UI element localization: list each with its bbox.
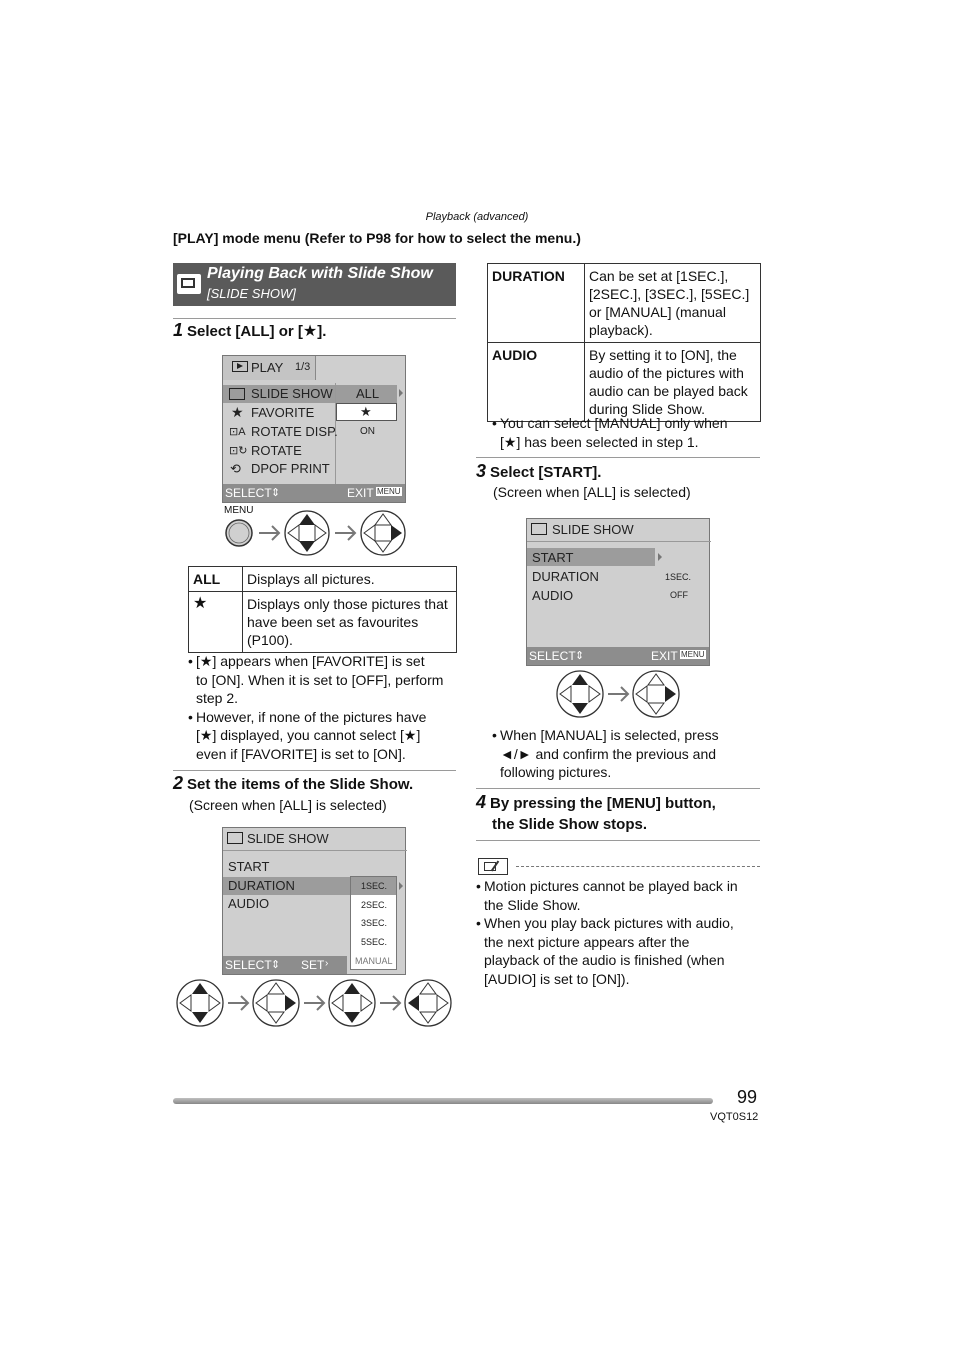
note-item: • However, if none of the pictures have [★] displayed, you cannot select [★] even if [FAVORITE] is set to [ON]. (188, 708, 427, 762)
table-key-star: ★ (189, 592, 243, 653)
step-2-sub: (Screen when [ALL] is selected) (189, 797, 387, 813)
menu-item-start[interactable]: START (228, 859, 270, 874)
option-5sec[interactable]: 5SEC. (361, 937, 388, 947)
menu-item-duration[interactable]: DURATION (228, 878, 295, 893)
option-manual[interactable]: MANUAL (355, 956, 393, 966)
menu-note: [PLAY] mode menu (Refer to P98 for how to select the menu.) (173, 230, 581, 246)
arrow-right-icon (608, 687, 628, 701)
menu-button-label: MENU (224, 505, 254, 516)
menu-item-dpof-print[interactable]: DPOF PRINT (251, 461, 330, 476)
up-down-icon: ⇕ (271, 487, 281, 499)
option-on: ON (360, 426, 375, 437)
duration-value: 1SEC. (665, 572, 692, 582)
menu-item-audio[interactable]: AUDIO (532, 588, 574, 603)
favorite-star-icon: ★ (231, 404, 244, 420)
note-item: • Motion pictures cannot be played back in the Slide Show. (476, 878, 738, 913)
favorite-star-icon: ★ (302, 323, 318, 340)
step-3: 3 Select [START]. (476, 461, 602, 481)
screen-header: SLIDE SHOW (247, 831, 329, 846)
table-desc: Displays all pictures. (243, 567, 457, 592)
up-down-icon: ⇕ (575, 650, 585, 662)
page-number: 99 (737, 1087, 758, 1107)
menu-header: PLAY (251, 360, 284, 375)
note-item: • When [MANUAL] is selected, press ◄/► and confirm the previous and following pictures. (492, 727, 719, 780)
menu-badge: MENU (377, 487, 401, 496)
table-key: DURATION (488, 264, 585, 343)
screen-header: SLIDE SHOW (552, 522, 634, 537)
table-desc: By setting it to [ON], the audio of the pictures with audio can be played back during Slide Show. (585, 343, 761, 422)
dpof-print-icon: ⟲ (230, 461, 241, 476)
option-1sec[interactable]: 1SEC. (361, 881, 388, 891)
menu-badge: MENU (681, 650, 705, 659)
divider (476, 840, 760, 841)
arrow-right-icon: › (325, 958, 329, 969)
footer-bar (173, 1098, 713, 1104)
note-list-4 (476, 877, 761, 988)
menu-item-start[interactable]: START (532, 550, 574, 565)
table-desc: Can be set at [1SEC.], [2SEC.], [3SEC.], [5SEC.] or [MANUAL] (manual playback). (585, 264, 761, 343)
doc-code: VQT0S12 (710, 1111, 759, 1123)
menu-item-rotate[interactable]: ROTATE (251, 443, 302, 458)
menu-item-slide-show[interactable]: SLIDE SHOW (251, 386, 333, 401)
audio-value: OFF (670, 590, 688, 600)
screen-status-bar: SELECT ⇕ SET › (223, 956, 347, 974)
dpad-icon (557, 671, 603, 717)
table-key: ALL (189, 567, 243, 592)
table-desc: Displays only those pictures that have been set as favourites (P100). (243, 592, 457, 653)
option-2sec[interactable]: 2SEC. (361, 900, 388, 910)
step-2: 2 Set the items of the Slide Show. (173, 773, 414, 793)
option-all[interactable]: ALL (356, 386, 380, 401)
screen-status-bar: SELECT ⇕ EXIT MENU (527, 647, 709, 665)
screen-status-bar: SELECT ⇕ EXIT MENU (223, 484, 405, 502)
section-subtitle: [SLIDE SHOW] (207, 286, 296, 301)
step-1: 1 Select [ALL] or [★]. (173, 320, 327, 340)
note-item: • You can select [MANUAL] only when [★] has been selected in step 1. (492, 415, 728, 450)
up-down-icon: ⇕ (271, 959, 281, 971)
menu-item-favorite[interactable]: FAVORITE (251, 405, 315, 420)
option-favorite-star[interactable]: ★ (360, 404, 372, 419)
menu-item-rotate-disp[interactable]: ROTATE DISP. (251, 424, 338, 439)
menu-item-audio[interactable]: AUDIO (228, 896, 270, 911)
option-3sec[interactable]: 3SEC. (361, 918, 388, 928)
page-indicator: 1/3 (295, 361, 311, 373)
note-item: • When you play back pictures with audio, the next picture appears after the playback of the audio is finished (when [AUDIO] is set to [ON]). (476, 915, 734, 987)
dpad-icon (633, 671, 679, 717)
rotate-disp-icon: ⊡A (229, 426, 246, 438)
running-head: Playback (advanced) (425, 211, 529, 223)
step-3-sub: (Screen when [ALL] is selected) (493, 484, 691, 500)
memo-icon (478, 858, 508, 875)
dashed-divider (516, 866, 760, 867)
section-title: Playing Back with Slide Show (207, 265, 433, 282)
divider (476, 788, 760, 789)
step-4: 4 By pressing the [MENU] button, the Slide Show stops. (476, 792, 716, 833)
rotate-icon: ⊡↻ (229, 445, 248, 457)
note-item: • [★] appears when [FAVORITE] is set to [ON]. When it is set to [OFF], perform step 2. (188, 653, 444, 706)
menu-item-duration[interactable]: DURATION (532, 569, 599, 584)
table-key: AUDIO (488, 343, 585, 422)
